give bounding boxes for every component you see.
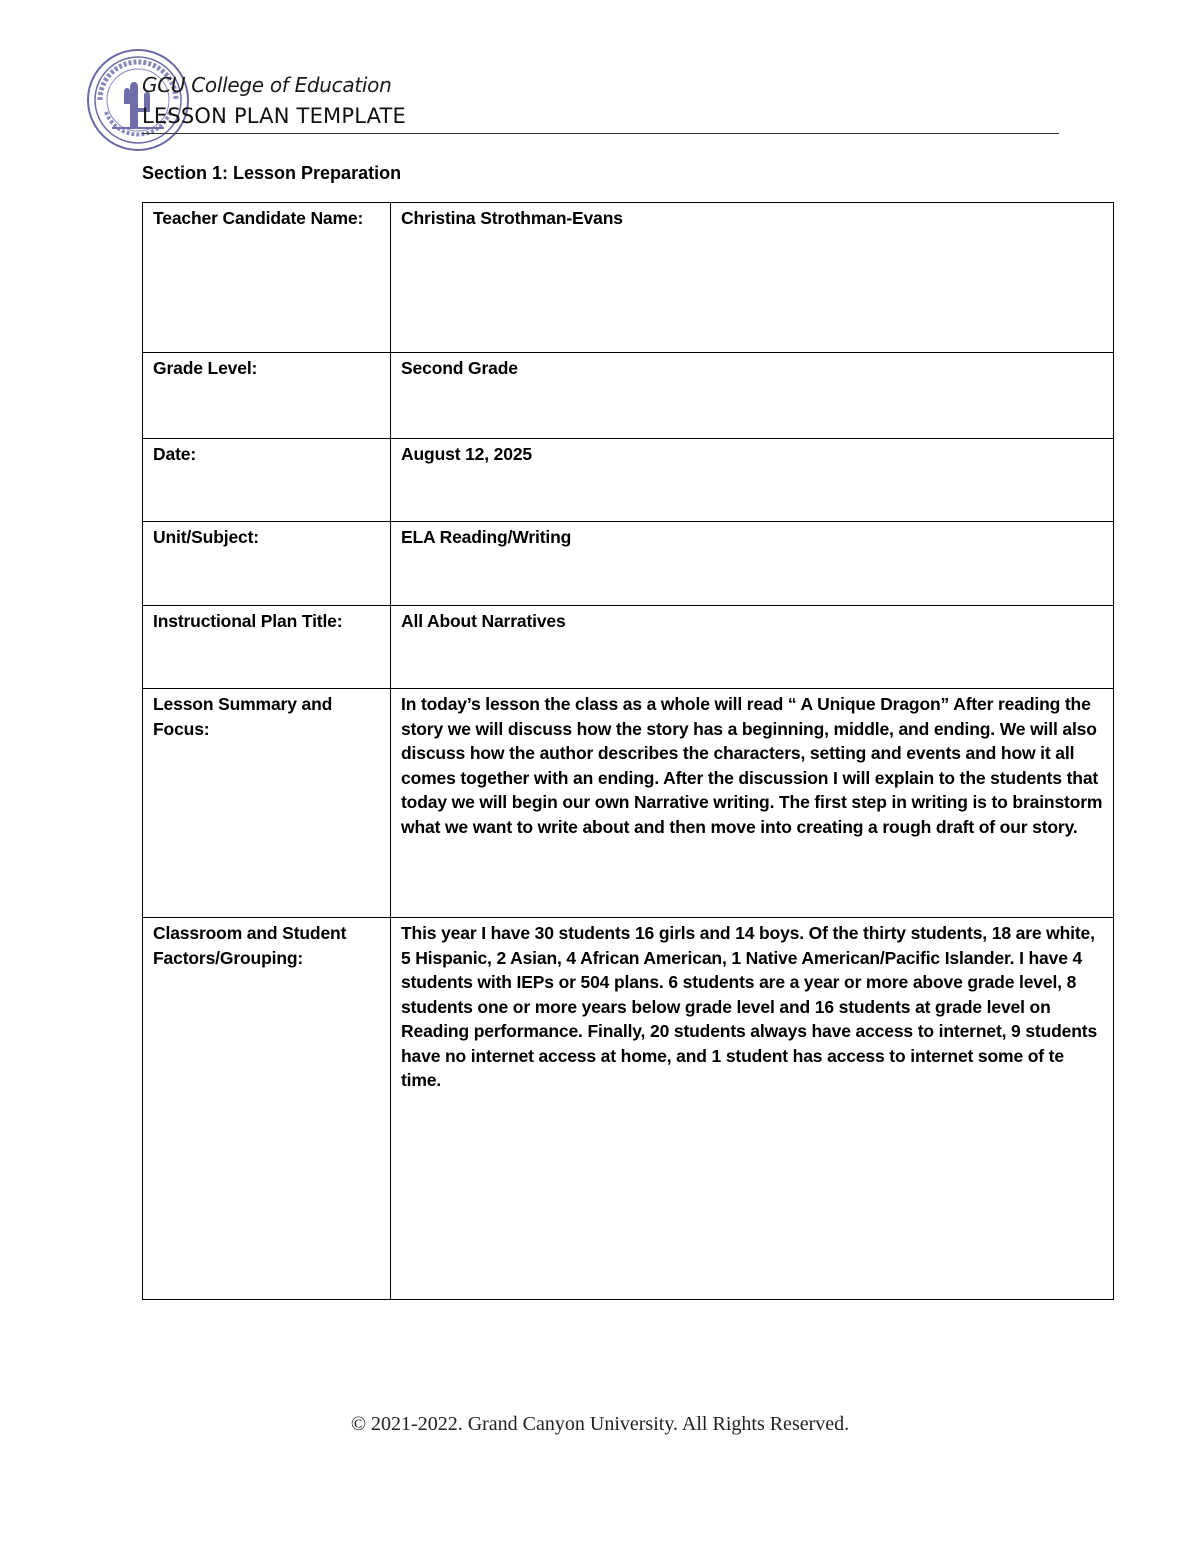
header-subtitle: LESSON PLAN TEMPLATE [142,104,407,128]
row-label: Classroom and Student Factors/Grouping: [143,918,391,1300]
row-label: Unit/Subject: [143,522,391,606]
row-value: All About Narratives [391,606,1114,689]
section-heading: Section 1: Lesson Preparation [142,163,402,183]
table-row [143,522,1114,606]
row-label: Instructional Plan Title: [143,606,391,689]
table-row [143,606,1114,689]
university-seal-icon [86,48,190,152]
table-row [143,203,1114,353]
table-row [143,439,1114,522]
copyright-footer: © 2021-2022. Grand Canyon University. All Rights Reserved. [350,1413,850,1435]
row-label: Date: [143,439,391,522]
table-row [143,353,1114,439]
row-label: Lesson Summary and Focus: [143,689,391,918]
row-value: Second Grade [391,353,1114,439]
lesson-prep-table [142,202,1114,1300]
table-row [143,918,1114,1300]
row-value: August 12, 2025 [391,439,1114,522]
row-label: Teacher Candidate Name: [143,203,391,353]
table-row [143,689,1114,918]
row-label: Grade Level: [143,353,391,439]
header-divider [142,133,1059,134]
row-value: Christina Strothman-Evans [391,203,1114,353]
header-title: GCU College of Education [142,73,392,97]
row-value: In today’s lesson the class as a whole will read “ A Unique Dragon” After reading the story we will discuss how the story has a beginning, middle, and ending. We will also discuss how the author describes the characters, setting and events and how it all comes together with an ending. After the discussion I will explain to the students that today we will begin our own Narrative writing. The first step in writing is to brainstorm what we want to write about and then move into creating a rough draft of our story. [391,689,1114,918]
row-value: This year I have 30 students 16 girls and 14 boys. Of the thirty students, 18 are white, 5 Hispanic, 2 Asian, 4 African American, 1 Native American/Pacific Islander. I have 4 students with IEPs or 504 plans. 6 students are a year or more above grade level, 8 students one or more years below grade level and 16 students at grade level on Reading performance. Finally, 20 students always have access to internet, 9 students have no internet access at home, and 1 student has access to internet some of te time. [391,918,1114,1300]
row-value: ELA Reading/Writing [391,522,1114,606]
